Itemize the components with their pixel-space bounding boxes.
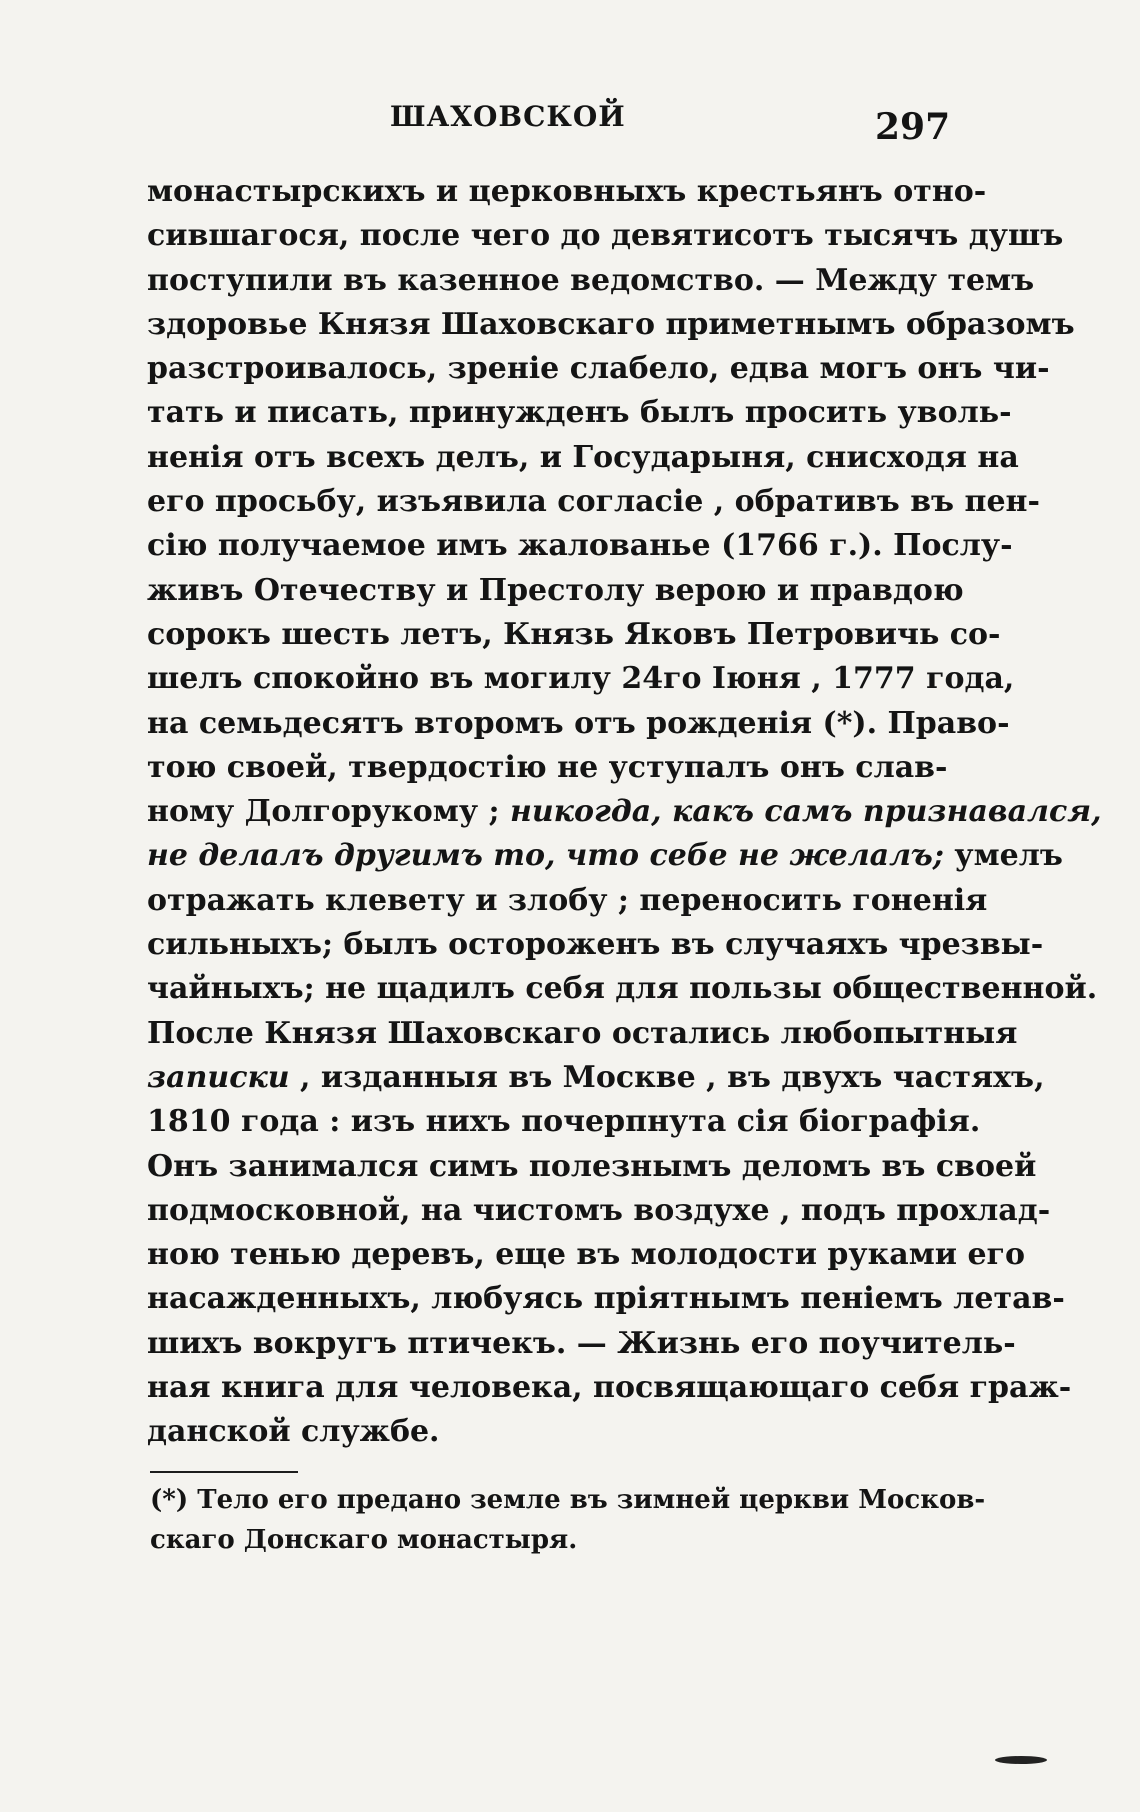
text-line: подмосковной, на чистомъ воздухе , подъ прохлад- xyxy=(147,1192,1051,1228)
text-line: насажденныхъ, любуясь пріятнымъ пеніемъ летав- xyxy=(147,1281,1065,1317)
text-fragment: ному Долгорукому ; xyxy=(147,794,510,830)
text-line: тою своей, твердостію не уступалъ онъ слав- xyxy=(147,749,948,785)
text-line: После Князя Шаховскаго остались любопытныя xyxy=(147,1015,1018,1051)
text-fragment: , изданныя въ Москве , въ двухъ частяхъ, xyxy=(289,1059,1045,1095)
text-line: шелъ спокойно въ могилу 24го Іюня , 1777 года, xyxy=(147,661,1015,697)
text-line-italic-2 xyxy=(147,834,1063,878)
text-line-italic-3 xyxy=(147,1056,1045,1100)
text-line: ная книга для человека, посвящающаго себя граж- xyxy=(147,1370,1072,1406)
text-line: ною тенью деревъ, еще въ молодости руками его xyxy=(147,1237,1025,1273)
text-line: разстроивалось, зреніе слабело, едва могъ онъ чи- xyxy=(147,351,1050,387)
text-line: ненія отъ всехъ делъ, и Государыня, снисходя на xyxy=(147,439,1019,475)
text-line: на семьдесятъ второмъ отъ рожденія (*). Право- xyxy=(147,705,1010,741)
text-line: сорокъ шесть летъ, Князь Яковъ Петровичь со- xyxy=(147,616,1001,652)
text-line: шихъ вокругъ птичекъ. — Жизнь его поучитель- xyxy=(147,1325,1016,1361)
footnote-line: скаго Донскаго монастыря. xyxy=(150,1525,578,1555)
text-line: чайныхъ; не щадилъ себя для пользы общественной. xyxy=(147,971,1098,1007)
text-line: данской службе. xyxy=(147,1414,440,1450)
footnote-line: (*) Тело его предано земле въ зимней церкви Москов- xyxy=(150,1485,986,1515)
footnote-rule xyxy=(150,1471,298,1473)
footnote xyxy=(150,1480,986,1560)
running-head: ШАХОВСКОЙ xyxy=(390,100,626,133)
text-fragment: умелъ xyxy=(943,838,1063,874)
text-line: Онъ занимался симъ полезнымъ деломъ въ своей xyxy=(147,1148,1037,1184)
text-line: отражать клевету и злобу ; переносить гоненія xyxy=(147,882,988,918)
italic-phrase-1: никогда, какъ самъ признавался, xyxy=(510,794,1102,830)
text-line: сію получаемое имъ жалованье (1766 г.). Послу- xyxy=(147,528,1013,564)
text-line: монастырскихъ и церковныхъ крестьянъ отно- xyxy=(147,174,987,209)
text-line: его просьбу, изъявила согласіе , обративъ въ пен- xyxy=(147,484,1040,520)
text-line: тать и писать, принужденъ былъ просить уволь- xyxy=(147,395,1012,431)
ink-mark xyxy=(995,1756,1047,1764)
page-number: 297 xyxy=(875,106,951,148)
text-line-italic-1 xyxy=(147,790,1102,834)
text-line: 1810 года : изъ нихъ почерпнута сія біографія. xyxy=(147,1104,981,1140)
text-line: сившагося, после чего до девятисотъ тысячъ душъ xyxy=(147,218,1064,254)
text-line: живъ Отечеству и Престолу верою и правдою xyxy=(147,572,964,608)
italic-phrase-2: не делалъ другимъ то, что себе не желалъ; xyxy=(147,838,944,874)
italic-word-1: записки xyxy=(147,1059,290,1095)
body-text xyxy=(147,170,1102,1455)
text-line: здоровье Князя Шаховскаго приметнымъ образомъ xyxy=(147,306,1075,342)
text-line: поступили въ казенное ведомство. — Между темъ xyxy=(147,262,1035,298)
text-line: сильныхъ; былъ остороженъ въ случаяхъ чрезвы- xyxy=(147,927,1044,963)
